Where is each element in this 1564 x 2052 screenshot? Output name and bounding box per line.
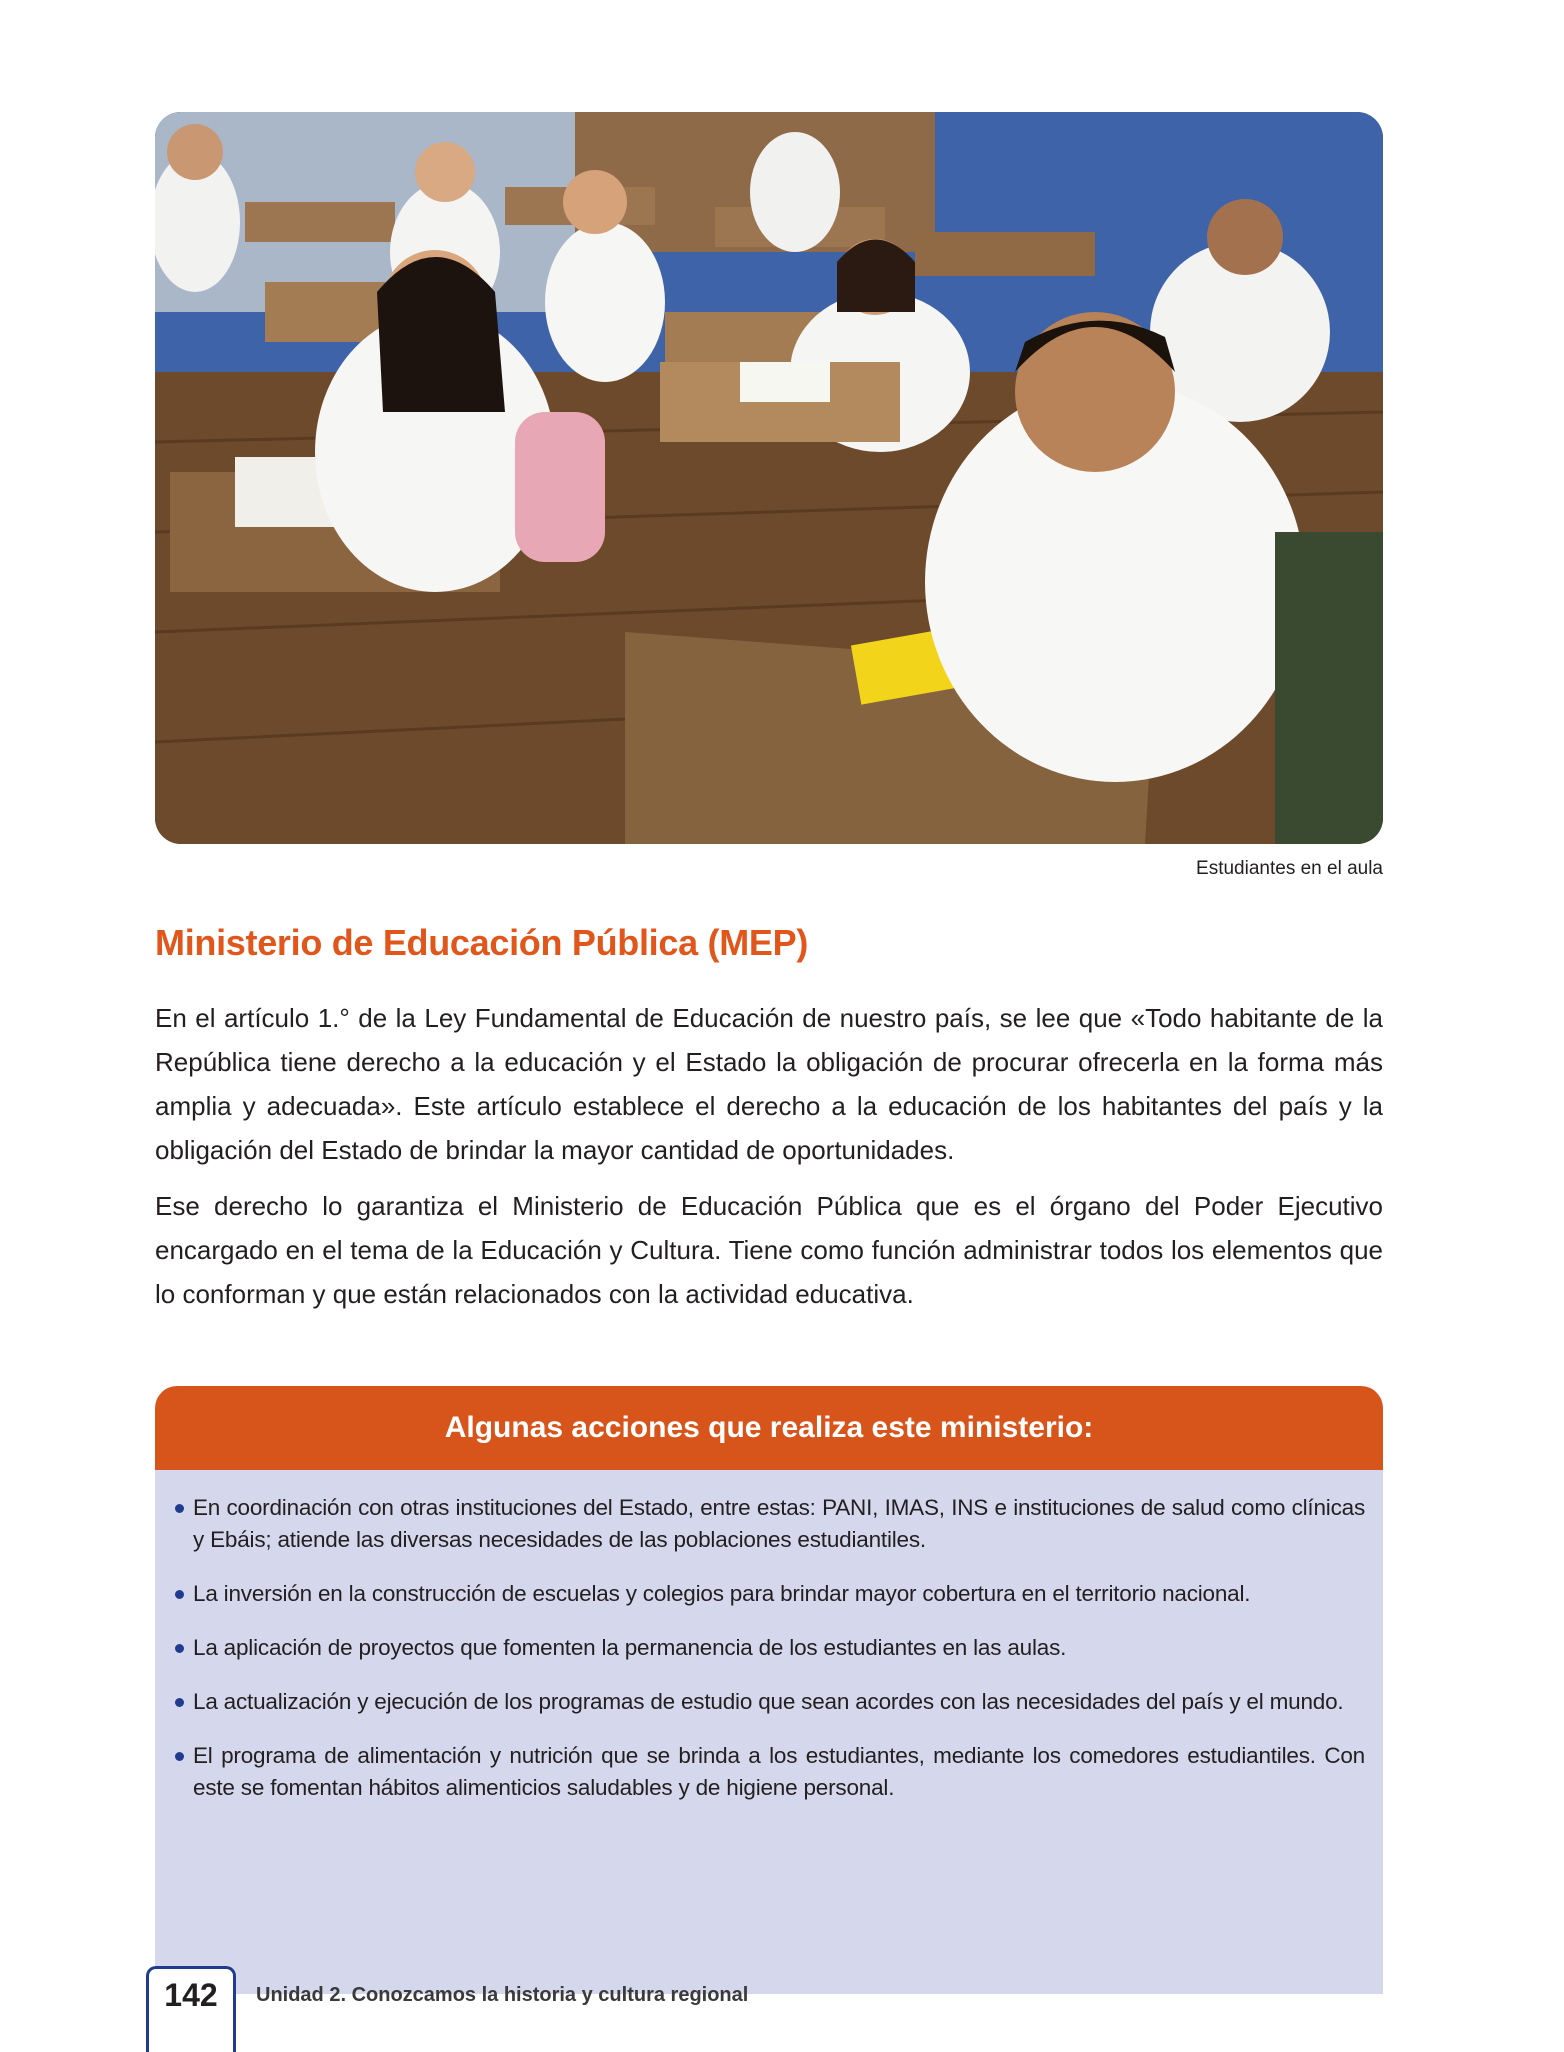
bullet-icon [175,1644,184,1653]
classroom-illustration [155,112,1383,844]
list-item-text: La inversión en la construcción de escuelas y colegios para brindar mayor cobertura en el territorio nacional. [193,1581,1251,1606]
list-item-text: La aplicación de proyectos que fomenten la permanencia de los estudiantes en las aulas. [193,1635,1067,1660]
classroom-photo [155,112,1383,844]
list-item [177,1686,1365,1718]
bullet-icon [175,1752,184,1761]
paragraph: Ese derecho lo garantiza el Ministerio de Educación Pública que es el órgano del Poder Ejecutivo encargado en el tema de la Educación y Cultura. Tiene como función administrar todos los elementos que lo conforman y que están relacionados con la actividad educativa. [155,1191,1383,1309]
list-item-text: La actualización y ejecución de los programas de estudio que sean acordes con las necesidades del país y el mundo. [193,1689,1344,1714]
body-text [155,996,1383,1328]
page-footer [146,1966,748,2048]
actions-box-header [155,1386,1383,1470]
actions-box-title: Algunas acciones que realiza este ministerio: [444,1411,1094,1444]
unit-label: Unidad 2. Conozcamos la historia y cultura regional [256,1984,749,2006]
list-item [177,1492,1365,1556]
list-item-text: En coordinación con otras instituciones del Estado, entre estas: PANI, IMAS, INS e instituciones de salud como clínicas y Ebáis; atiende las diversas necesidades de las poblaciones estudiantiles. [193,1495,1365,1552]
list-item [177,1578,1365,1610]
bullet-icon [175,1698,184,1707]
section-title: Ministerio de Educación Pública (MEP) [155,922,809,963]
actions-list [155,1470,1383,1804]
list-item [177,1740,1365,1804]
photo-caption: Estudiantes en el aula [1196,858,1383,879]
list-item [177,1632,1365,1664]
paragraph: En el artículo 1.° de la Ley Fundamental de Educación de nuestro país, se lee que «Todo habitante de la República tiene derecho a la educación y el Estado la obligación de procurar ofrecerla en la forma más amplia y adecuada». Este artículo establece el derecho a la educación de los habitantes del país y la obligación del Estado de brindar la mayor cantidad de oportunidades. [155,1003,1383,1165]
list-item-text: El programa de alimentación y nutrición que se brinda a los estudiantes, mediante los comedores estudiantiles. Con este se fomentan hábitos alimenticios saludables y de higiene personal. [193,1743,1365,1800]
actions-box [155,1386,1383,1994]
page-number: 142 [146,1966,236,2052]
bullet-icon [175,1590,184,1599]
bullet-icon [175,1504,184,1513]
